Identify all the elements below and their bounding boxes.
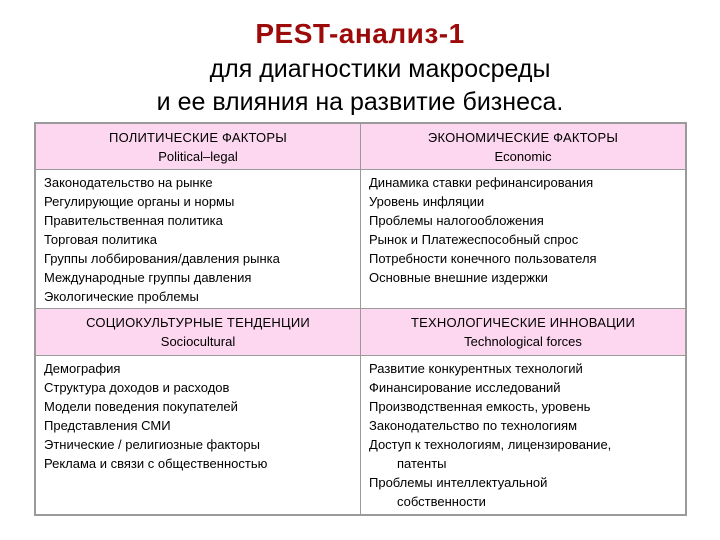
list-item: Динамика ставки рефинансирования (369, 175, 594, 190)
political-header (35, 123, 361, 170)
subtitle-line-2: и ее влияния на развитие бизнеса. (156, 88, 564, 116)
list-item: Законодательство на рынке (44, 175, 213, 190)
social-list (35, 355, 361, 515)
list-item: Международные группы давления (44, 270, 252, 285)
economic-heading: ЭКОНОМИЧЕСКИЕ ФАКТОРЫ (427, 130, 619, 145)
list-item: Торговая политика (44, 232, 157, 247)
social-heading: СОЦИОКУЛЬТУРНЫЕ ТЕНДЕНЦИИ (86, 315, 310, 330)
list-item: Регулирующие органы и нормы (44, 194, 235, 209)
technological-subheading: Technological forces (464, 334, 582, 349)
political-list (35, 169, 361, 309)
pest-table (34, 122, 687, 516)
list-item-continuation: собственности (397, 494, 486, 509)
list-item: Законодательство по технологиям (369, 418, 578, 433)
list-item: Структура доходов и расходов (44, 380, 230, 395)
page-title: PEST-анализ-1 (255, 18, 465, 49)
list-item: Этнические / религиозные факторы (44, 437, 260, 452)
list-item: Проблемы налогообложения (369, 213, 544, 228)
list-item-continuation: патенты (397, 456, 447, 471)
list-item: Развитие конкурентных технологий (369, 361, 583, 376)
list-item: Экологические проблемы (44, 289, 199, 304)
list-item: Финансирование исследований (369, 380, 561, 395)
economic-header (360, 123, 686, 170)
list-item: Основные внешние издержки (369, 270, 548, 285)
social-subheading: Sociocultural (160, 334, 236, 349)
list-item: Представления СМИ (44, 418, 171, 433)
list-item: Уровень инфляции (369, 194, 485, 209)
social-header (35, 308, 361, 356)
political-subheading: Political–legal (158, 149, 238, 164)
list-item: Реклама и связи с общественностью (44, 456, 268, 471)
list-item: Демография (44, 361, 121, 376)
list-item: Доступ к технологиям, лицензирование, (369, 437, 612, 452)
political-heading: ПОЛИТИЧЕСКИЕ ФАКТОРЫ (109, 130, 287, 145)
list-item: Модели поведения покупателей (44, 399, 238, 414)
list-item: Рынок и Платежеспособный спрос (369, 232, 579, 247)
technological-header (360, 308, 686, 356)
list-item: Группы лоббирования/давления рынка (44, 251, 280, 266)
list-item: Проблемы интеллектуальной (369, 475, 548, 490)
subtitle-line-1: для диагностики макросреды (209, 55, 551, 83)
technological-list (360, 355, 686, 515)
list-item: Правительственная политика (44, 213, 223, 228)
technological-heading: ТЕХНОЛОГИЧЕСКИЕ ИННОВАЦИИ (410, 315, 636, 330)
economic-list (360, 169, 686, 309)
list-item: Производственная емкость, уровень (369, 399, 591, 414)
list-item: Потребности конечного пользователя (369, 251, 597, 266)
economic-subheading: Economic (494, 149, 552, 164)
